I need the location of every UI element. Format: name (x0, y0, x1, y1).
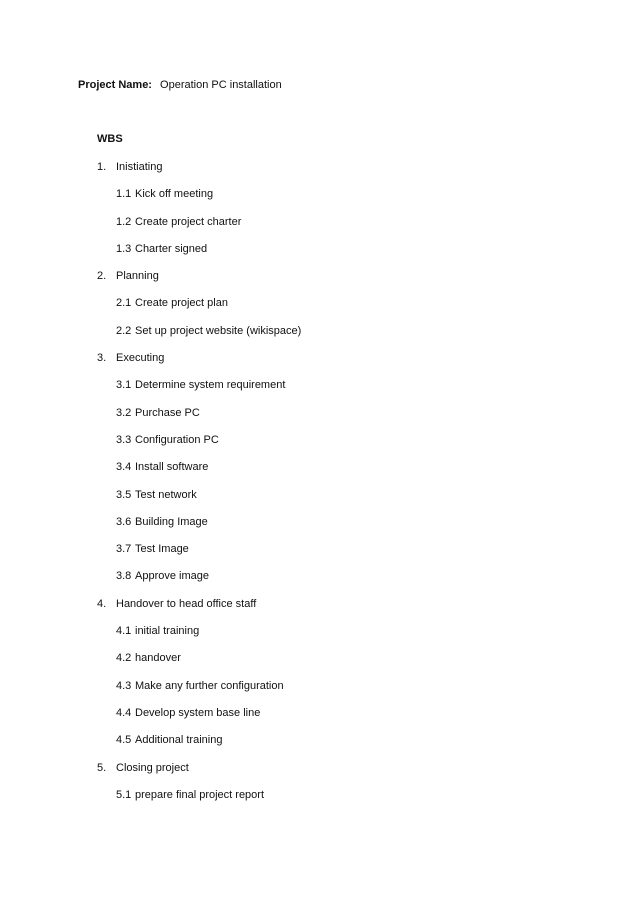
wbs-task-number: 3.1 (116, 379, 132, 392)
wbs-phase-item (0, 597, 638, 624)
wbs-task-item (0, 515, 638, 542)
wbs-task-label: Approve image (135, 570, 209, 583)
wbs-task-label: Charter signed (135, 242, 208, 255)
wbs-task-label: Develop system base line (135, 706, 261, 719)
wbs-task-number: 4.3 (116, 679, 132, 692)
wbs-phase-label: Inistiating (116, 161, 163, 173)
wbs-task-label: Configuration PC (135, 433, 219, 446)
wbs-task-number: 4.4 (116, 706, 132, 719)
wbs-task-item (0, 706, 638, 733)
wbs-phase-number: 4. (97, 597, 107, 610)
wbs-task-item (0, 406, 638, 433)
wbs-task-item (0, 324, 638, 351)
wbs-task-number: 3.7 (116, 543, 132, 556)
wbs-task-label: Create project charter (135, 215, 242, 228)
wbs-task-item (0, 624, 638, 651)
wbs-task-label: Make any further configuration (135, 679, 284, 692)
wbs-phase-item (0, 351, 638, 378)
project-name-label: Project Name: (78, 79, 152, 91)
wbs-task-label: Kick off meeting (135, 188, 214, 201)
wbs-task-number: 1.1 (116, 188, 132, 201)
wbs-phase-number: 1. (97, 161, 107, 173)
wbs-phase-number: 3. (97, 352, 107, 365)
wbs-task-number: 3.4 (116, 461, 132, 474)
wbs-task-item (0, 215, 638, 242)
wbs-task-label: Test Image (135, 543, 189, 556)
wbs-task-label: Purchase PC (135, 406, 200, 419)
wbs-task-label: Set up project website (wikispace) (135, 324, 302, 337)
wbs-task-item (0, 433, 638, 460)
wbs-task-item (0, 733, 638, 760)
wbs-task-label: Determine system requirement (135, 379, 286, 392)
wbs-task-number: 5.1 (116, 788, 132, 801)
wbs-task-item (0, 187, 638, 214)
wbs-task-label: Install software (135, 461, 209, 474)
wbs-heading: WBS (97, 133, 123, 145)
wbs-task-number: 4.2 (116, 652, 132, 665)
wbs-task-number: 3.6 (116, 515, 132, 528)
wbs-task-number: 1.3 (116, 242, 132, 255)
wbs-task-number: 3.2 (116, 406, 132, 419)
wbs-task-number: 3.5 (116, 488, 132, 501)
wbs-task-item (0, 488, 638, 515)
wbs-phase-label: Planning (116, 270, 159, 283)
wbs-task-label: Test network (135, 488, 197, 501)
wbs-task-item (0, 651, 638, 678)
wbs-phase-number: 5. (97, 761, 107, 774)
wbs-phase-label: Closing project (116, 761, 189, 774)
wbs-task-label: Additional training (135, 734, 223, 747)
wbs-phase-item (0, 160, 638, 187)
wbs-task-item (0, 460, 638, 487)
project-name-line (78, 78, 282, 92)
wbs-task-label: handover (135, 652, 181, 665)
wbs-task-label: Create project plan (135, 297, 228, 310)
wbs-task-number: 3.3 (116, 433, 132, 446)
wbs-task-item (0, 242, 638, 269)
wbs-phase-label: Handover to head office staff (116, 597, 257, 610)
wbs-task-number: 1.2 (116, 215, 132, 228)
wbs-task-item (0, 788, 638, 815)
wbs-task-number: 3.8 (116, 570, 132, 583)
wbs-task-item (0, 378, 638, 405)
wbs-task-item (0, 542, 638, 569)
wbs-task-number: 4.1 (116, 625, 132, 638)
wbs-phase-label: Executing (116, 352, 165, 365)
wbs-task-number: 2.2 (116, 324, 132, 337)
wbs-task-label: Building Image (135, 515, 208, 528)
wbs-phase-number: 2. (97, 270, 107, 283)
wbs-task-item (0, 679, 638, 706)
project-name-value: Operation PC installation (160, 79, 282, 91)
wbs-task-item (0, 296, 638, 323)
wbs-task-item (0, 569, 638, 596)
wbs-task-label: prepare final project report (135, 788, 265, 801)
wbs-phase-item (0, 761, 638, 788)
wbs-list (0, 160, 638, 815)
wbs-task-label: initial training (135, 625, 200, 638)
wbs-phase-item (0, 269, 638, 296)
wbs-task-number: 2.1 (116, 297, 132, 310)
wbs-task-number: 4.5 (116, 734, 132, 747)
